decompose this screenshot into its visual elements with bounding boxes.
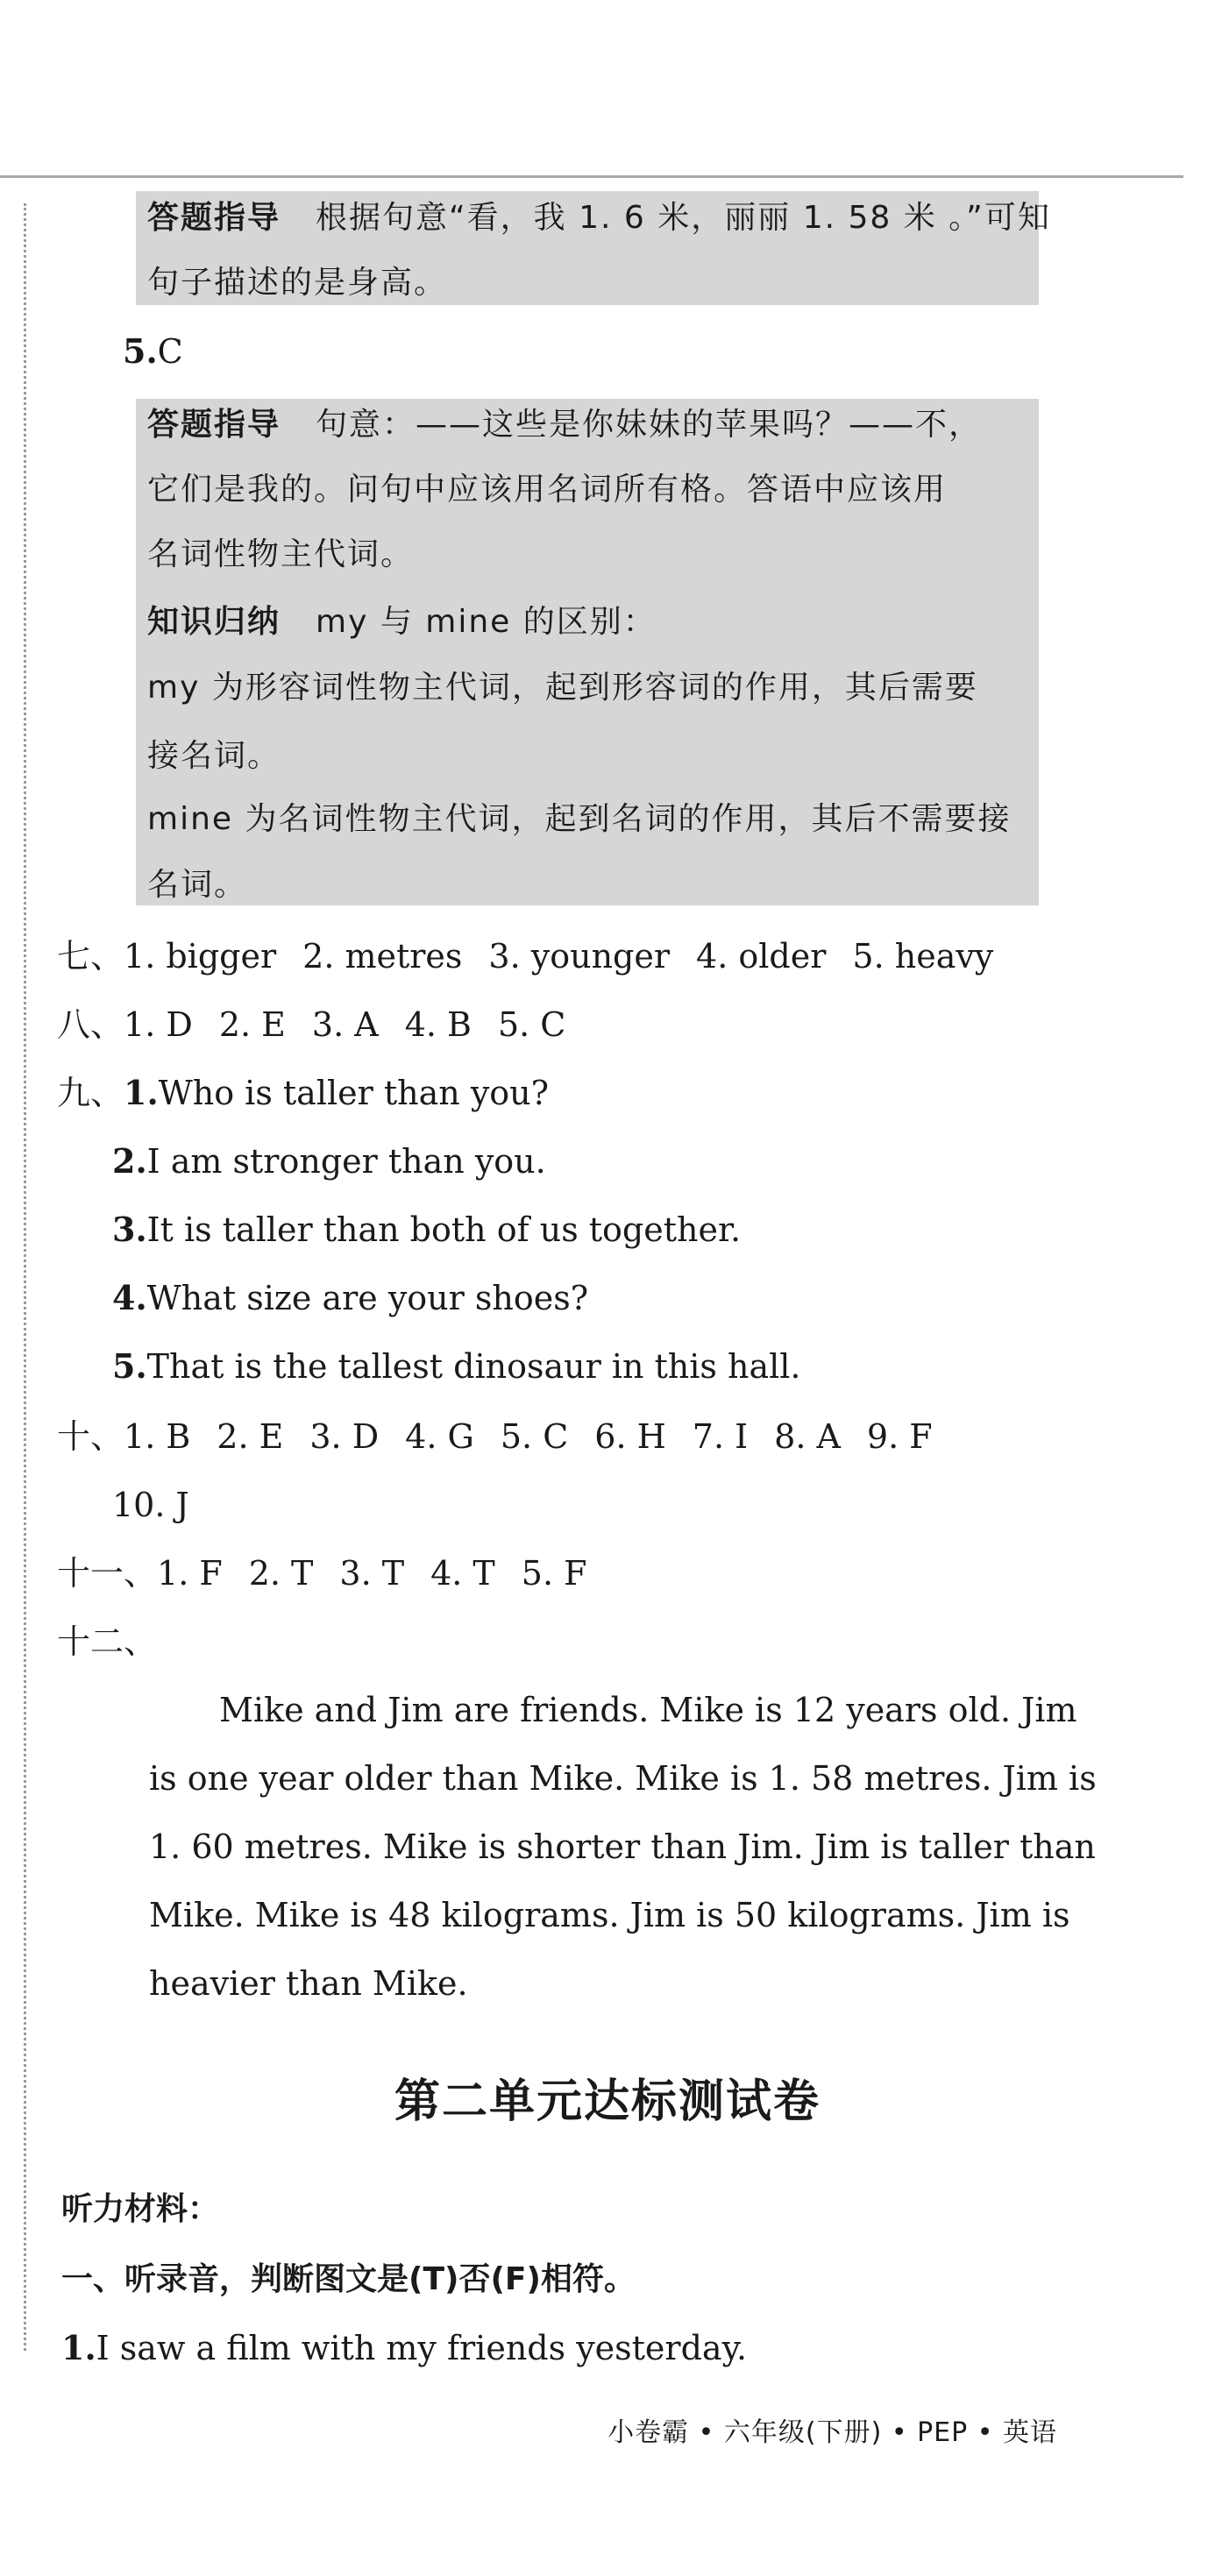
section-8: 八、1. D 2. E 3. A 4. B 5. C — [57, 1005, 566, 1044]
guide-box-1-line-2: 句子描述的是身高。 — [147, 265, 448, 301]
guide-box-2-line-2: 它们是我的。问句中应该用名词所有格。答语中应该用 — [147, 472, 948, 507]
section-12-line-4: Mike. Mike is 48 kilograms. Jim is 50 kilograms. Jim is — [149, 1896, 1070, 1934]
section-10: 十、1. B 2. E 3. D 4. G 5. C 6. H 7. I 8. A 9. F — [57, 1417, 933, 1456]
unit-title: 第二单元达标测试卷 — [394, 2076, 821, 2128]
section-12-line-5: heavier than Mike. — [149, 1964, 468, 2003]
answer-5: 5.C — [123, 331, 183, 371]
guide-box-2-line-3: 名词性物主代词。 — [147, 536, 415, 572]
guide-box-2-line-4: 知识归纳 my 与 mine 的区别： — [147, 604, 657, 640]
section-9-item-2: 2.I am stronger than you. — [112, 1141, 546, 1181]
section-9-item-3: 3.It is taller than both of us together. — [112, 1210, 742, 1249]
guide-box-2-line-5: my 为形容词性物主代词，起到形容词的作用，其后需要 — [147, 670, 978, 706]
section-7: 七、1. bigger 2. metres 3. younger 4. older 5. heavy — [57, 937, 994, 976]
section-10-item-10: 10. J — [112, 1486, 189, 1524]
listening-question-1: 1.I saw a film with my friends yesterday. — [61, 2328, 748, 2367]
section-9-item-5: 5.That is the tallest dinosaur in this hall. — [112, 1346, 801, 1386]
guide-box-2-line-7: mine 为名词性物主代词，起到名词的作用，其后不需要接 — [147, 801, 1012, 837]
section-11: 十一、1. F 2. T 3. T 4. T 5. F — [57, 1554, 587, 1593]
guide-box-2-line-8: 名词。 — [147, 867, 248, 903]
guide-box-2-line-6: 接名词。 — [147, 738, 281, 774]
margin-dotted-line — [24, 203, 26, 2351]
section-9-item-4: 4.What size are your shoes? — [112, 1278, 589, 1317]
guide-label: 答题指导 — [147, 407, 281, 443]
top-rule — [0, 175, 1183, 178]
listening-section-1: 一、听录音，判断图文是(T)否(F)相符。 — [61, 2261, 636, 2297]
section-12-line-1: Mike and Jim are friends. Mike is 12 years old. Jim — [219, 1691, 1077, 1729]
section-12-line-2: is one year older than Mike. Mike is 1. 58 metres. Jim is — [149, 1759, 1097, 1798]
section-9-item-1: 九、1.Who is taller than you? — [57, 1073, 550, 1112]
section-12-line-3: 1. 60 metres. Mike is shorter than Jim. Jim is taller than — [149, 1827, 1096, 1866]
section-12-head: 十二、 — [57, 1622, 158, 1661]
listening-heading: 听力材料： — [61, 2191, 220, 2227]
knowledge-label: 知识归纳 — [147, 604, 281, 640]
guide-label: 答题指导 — [147, 200, 281, 236]
guide-box-1-line-1: 答题指导 根据句意“看，我 1. 6 米，丽丽 1. 58 米 。”可知 — [147, 200, 1051, 236]
footer: 小卷霸 • 六年级(下册) • PEP • 英语 — [608, 2417, 1057, 2448]
guide-box-2-line-1: 答题指导 句意：——这些是你妹妹的苹果吗？——不， — [147, 407, 983, 443]
